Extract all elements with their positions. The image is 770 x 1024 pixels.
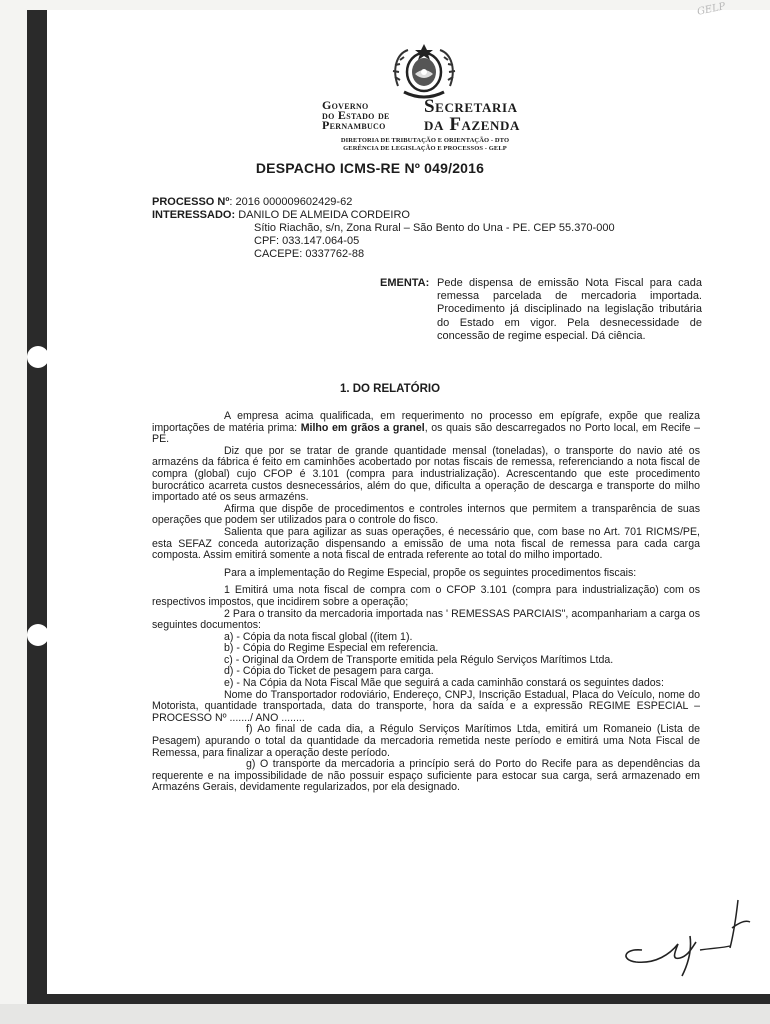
paragraph-3: Afirma que dispõe de procedimentos e controles internos que permitem a transparência de suas operações que podem ser utilizados para o controle do fisco. [152, 502, 700, 527]
processo-row [152, 196, 352, 209]
government-name [322, 100, 414, 130]
section-heading: 1. DO RELATÓRIO [339, 383, 441, 395]
processo-value: : 2016 000009602429-62 [229, 196, 353, 208]
dept-line-gelp: GERÊNCIA DE LEGISLAÇÃO E PROCESSOS - GELP [343, 145, 507, 152]
paragraph-6: 1 Emitirá uma nota fiscal de compra com o CFOP 3.101 (compra para industrialização) com os respectivos impostos, que incidirem sobre a operação; [152, 584, 700, 608]
document-title: DESPACHO ICMS-RE Nº 049/2016 [255, 160, 485, 176]
list-item-b: b) - Cópia do Regime Especial em referencia. [224, 642, 439, 655]
interessado-name: DANILO DE ALMEIDA CORDEIRO [238, 209, 410, 221]
paragraph-1-text-a: A empresa acima qualificada, em requerimento no processo em epígrafe, expõe que realiza importações de matéria prima: [152, 410, 700, 434]
interessado-cacepe: CACEPE: 0337762-88 [254, 248, 365, 260]
scan-bottom-strip [0, 1004, 770, 1024]
document-body [152, 411, 700, 794]
gov-line-3: Pernambuco [322, 118, 386, 132]
scan-border-left [27, 10, 47, 1012]
interessado-row [152, 209, 410, 222]
paragraph-4: Salienta que para agilizar as suas operações, é necessário que, com base no Art. 701 RICMS/PE, esta SEFAZ conceda autorização dispensando a emissão de uma nota fiscal de remessa para cada carga composta. Assim emitirá somente a nota fiscal de entrada referente ao total do milho importado. [152, 525, 700, 562]
interessado-address: Sítio Riachão, s/n, Zona Rural – São Bento do Una - PE. CEP 55.370-000 [254, 222, 615, 234]
interessado-label: INTERESSADO: [152, 209, 236, 221]
paragraph-7: 2 Para o transito da mercadoria importada nas ' REMESSAS PARCIAIS", acompanhariam a carga os seguintes documentos: [152, 607, 700, 632]
paragraph-5: Para a implementação do Regime Especial, propõe os seguintes procedimentos fiscais: [224, 566, 637, 579]
list-item-e-continued: Nome do Transportador rodoviário, Endereço, CNPJ, Inscrição Estadual, Placa do Veículo, nome do Motorista, quantidade transportada, data do transporte, hora da saída e a expressão REGIME ESPECIAL – PROCESSO Nº ......./ ANO ........ [152, 688, 700, 724]
secretaria-line-2: da Fazenda [424, 114, 521, 135]
punch-hole [27, 624, 49, 646]
processo-label: PROCESSO Nº [152, 196, 230, 208]
handwritten-signature [612, 898, 752, 978]
paragraph-2: Diz que por se tratar de grande quantidade mensal (toneladas), o transporte do navio até os armazéns da fábrica é feito em caminhões acobertado por notas fiscais de remessa, referenciando a nota fiscal de compra (global) cujo CFOP é 3.101 (compra para industrialização). Acrescentando que este procedimento burocrático acarreta custos desnecessários, além do que, dificulta a operação de descarga e transporte do milho importado até os seus armazéns. [152, 444, 700, 504]
punch-hole [27, 346, 49, 368]
list-item-e: e) - Na Cópia da Nota Fiscal Mãe que seguirá a cada caminhão constará os seguintes dados: [224, 677, 664, 690]
ementa [380, 277, 702, 343]
gov-line-2: do Estado de [322, 108, 390, 122]
list-item-c: c) - Original da Ordem de Transporte emitida pela Régulo Serviços Marítimos Ltda. [224, 653, 614, 666]
list-item-f: f) Ao final de cada dia, a Régulo Serviços Marítimos Ltda, emitirá um Romaneio (Lista de Pesagem) apurando o total da quantidade da mercadoria remetida neste período e emitirá uma Nota Fiscal de Remessa, para finalizar a operação deste período. [152, 723, 700, 759]
paragraph-1 [152, 411, 700, 446]
interessado-cpf: CPF: 033.147.064-05 [254, 235, 360, 247]
secretaria-name [424, 98, 520, 134]
paragraph-1-text-b: , os quais são descarregados no Porto local, em Recife – PE. [152, 421, 700, 446]
gov-line-1: Governo [322, 98, 369, 112]
list-item-d: d) - Cópia do Ticket de pesagem para carga. [224, 665, 434, 678]
ementa-text: Pede dispensa de emissão Nota Fiscal para cada remessa parcelada de mercadoria importada. Procedimento já disciplinado na legislação tributária do Estado em vigor. Pela desnecessidade de concessão de regime especial. Dá ciência. [437, 277, 702, 342]
dept-line-dto: DIRETORIA DE TRIBUTAÇÃO E ORIENTAÇÃO - DTO [340, 137, 510, 144]
list-item-g: g) O transporte da mercadoria a princípio será do Porto do Recife para as dependências da requerente e na impossibilidade de não possuir espaço suficiente para estocar sua carga, será armazenado em Armazéns Gerais, devidamente regularizados, por ela designado. [152, 758, 700, 794]
coat-of-arms-emblem [390, 40, 458, 102]
secretaria-line-1: Secretaria [424, 96, 518, 117]
scan-border-bottom [27, 994, 770, 1004]
ementa-label: EMENTA: [380, 277, 430, 289]
corner-handwritten-mark: GELP [696, 1, 727, 18]
list-item-a: a) - Cópia da nota fiscal global ((item 1). [224, 630, 413, 643]
paragraph-1-bold: Milho em grãos a granel [300, 421, 425, 434]
